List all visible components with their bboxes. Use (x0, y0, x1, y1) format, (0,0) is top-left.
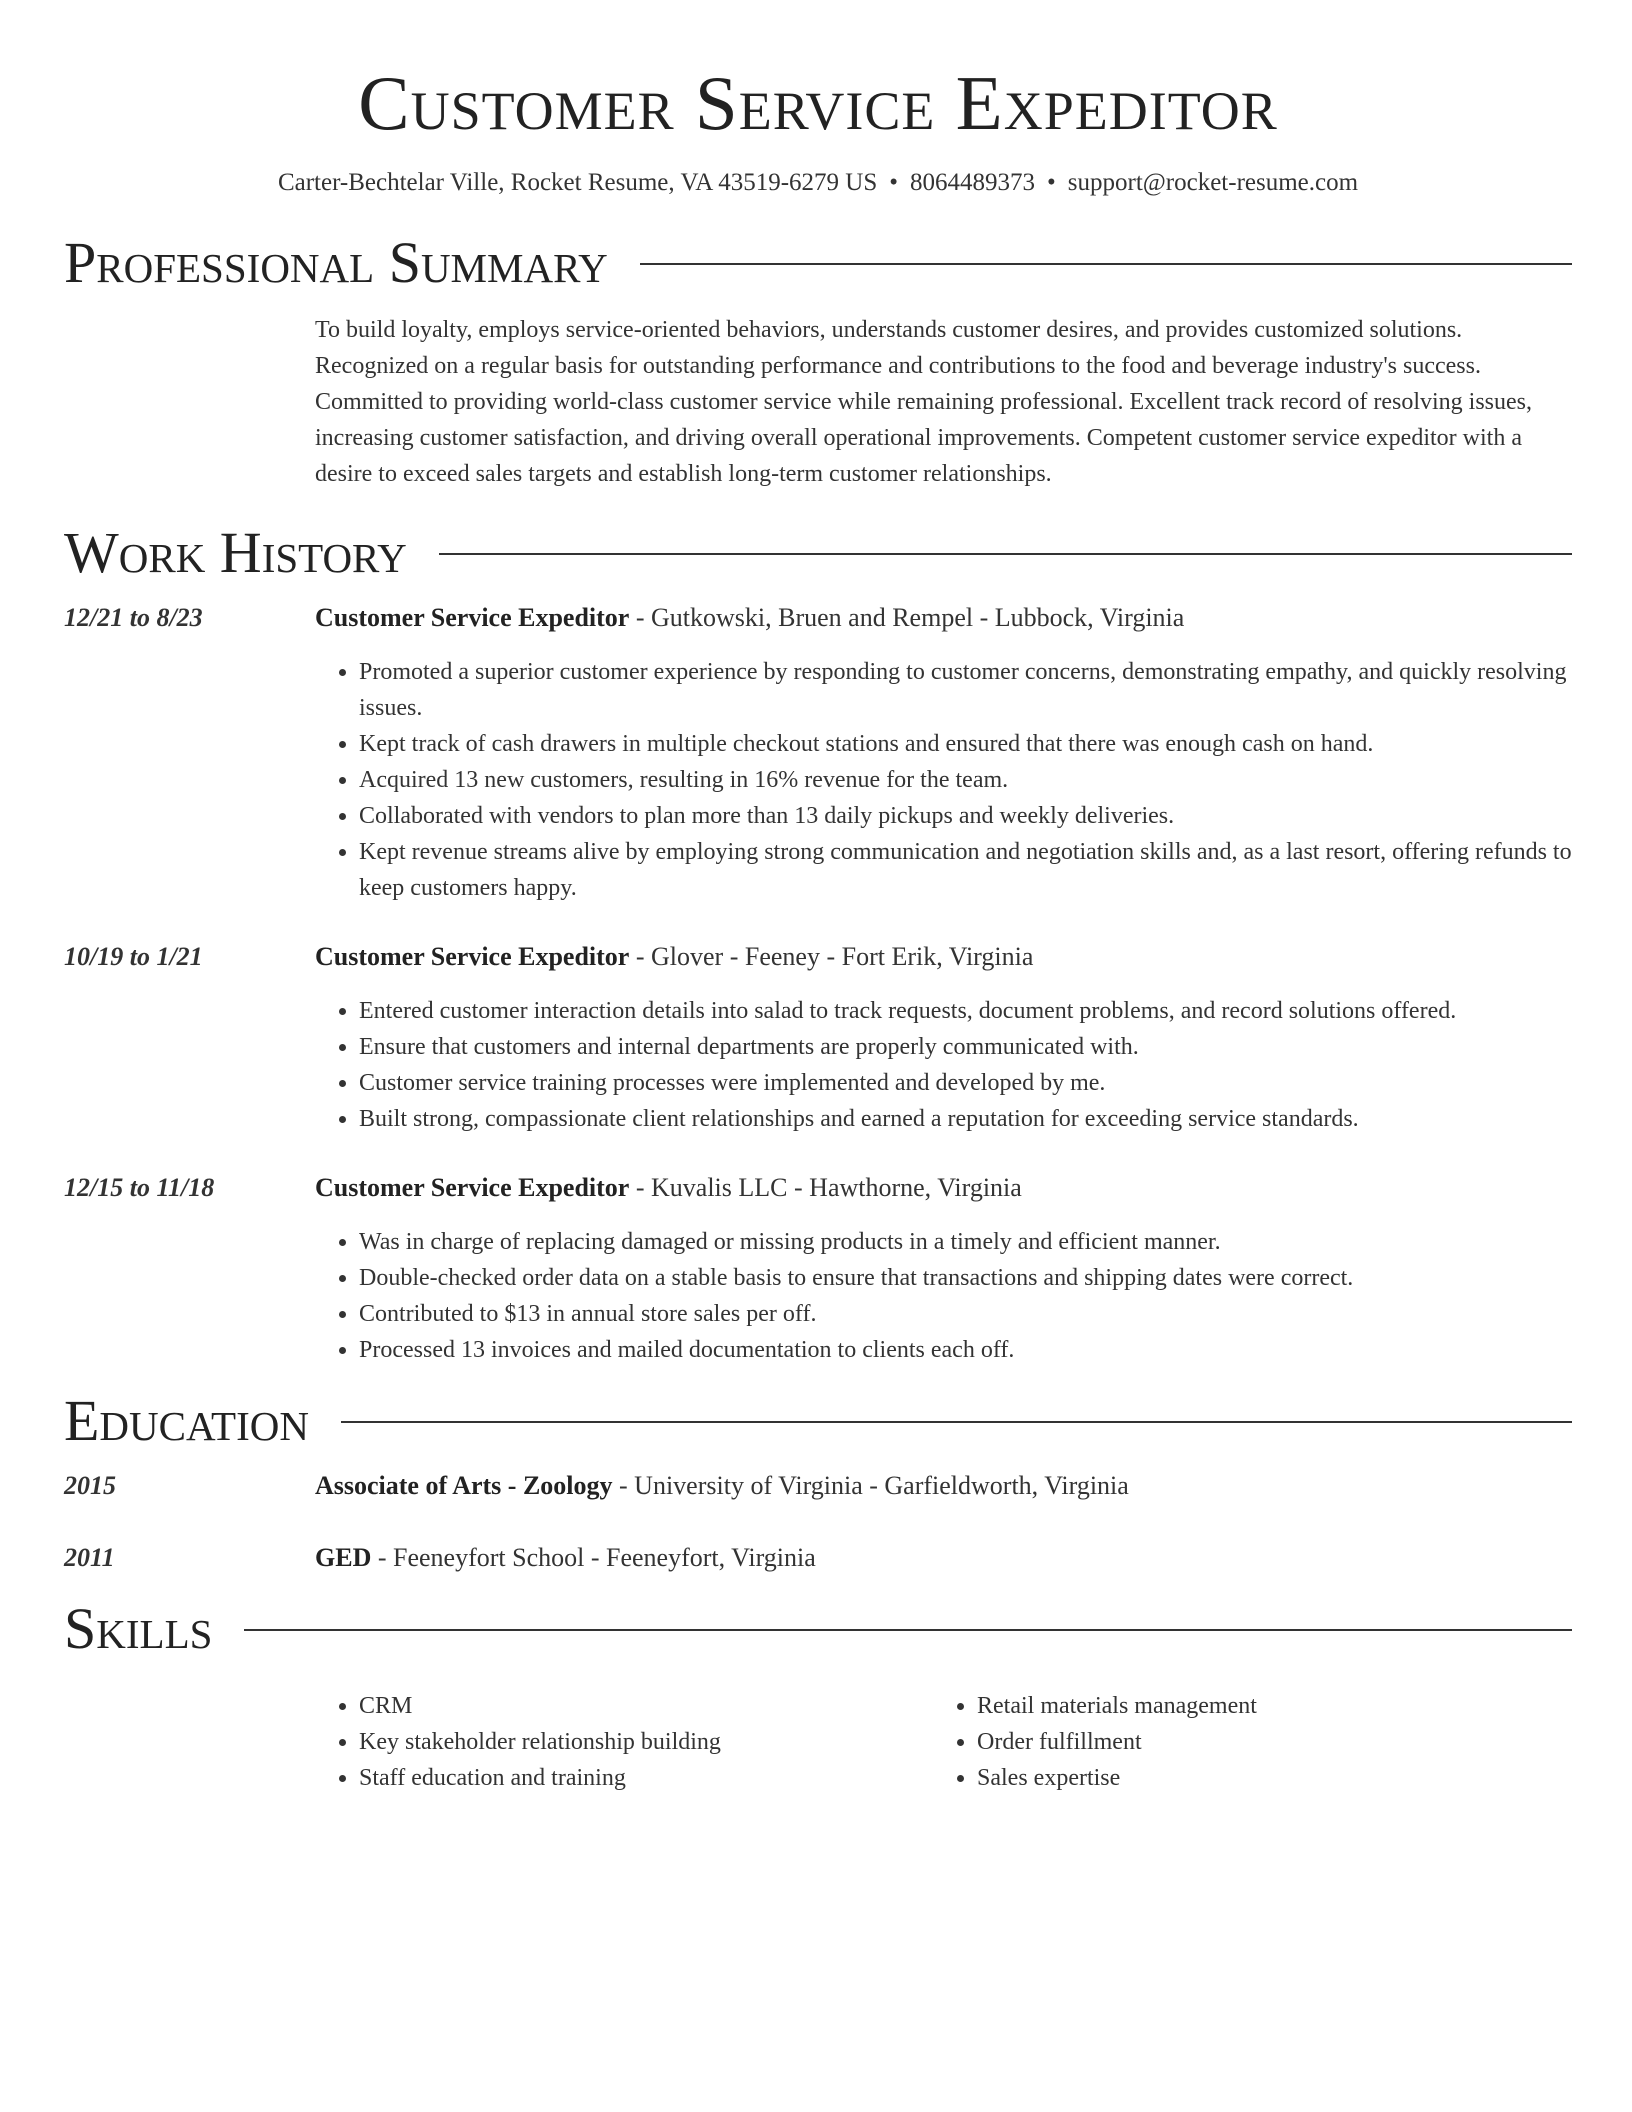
skills-heading: Skills (64, 1596, 213, 1661)
education-body (315, 1468, 1572, 1504)
job-title: Customer Service Expeditor (315, 942, 630, 971)
job-body (315, 600, 1572, 906)
job-title: Customer Service Expeditor (315, 603, 630, 632)
work-heading: Work History (64, 520, 407, 585)
list-item: • Entered customer interaction details into salad to track requests, document problems, and record solutions offered. (359, 993, 1572, 1029)
job-dates: 12/15 to 11/18 (64, 1173, 215, 1202)
skill-item: • Key stakeholder relationship building (359, 1724, 933, 1760)
education-degree: GED (315, 1543, 372, 1572)
skills-column-right (933, 1688, 1551, 1796)
skills-section-header (64, 1596, 1572, 1662)
education-line (315, 1540, 1572, 1576)
job-employer: - Kuvalis LLC - Hawthorne, Virginia (629, 1173, 1022, 1202)
education-section-header (64, 1388, 1572, 1454)
contact-address: Carter-Bechtelar Ville, Rocket Resume, VA 43519-6279 US (277, 169, 878, 196)
summary-text: To build loyalty, employs service-oriented behaviors, understands customer desires, and provides customized solutions. Recognized on a regular basis for outstanding performance and contributions to the food and beverage industry's success. Committed to providing world-class customer service while remaining professional. Excellent track record of resolving issues, increasing customer satisfaction, and driving overall operational improvements. Competent customer service expeditor with a desire to exceed sales targets and establish long-term customer relationships. (315, 317, 1533, 487)
education-body (315, 1540, 1572, 1576)
job-title-line (315, 939, 1572, 975)
list-item: • Acquired 13 new customers, resulting in 16% revenue for the team. (359, 762, 1572, 798)
skill-item: • Staff education and training (359, 1760, 933, 1796)
job-body (315, 1170, 1572, 1368)
resume-page (64, 0, 1572, 1796)
section-divider (244, 1629, 1572, 1631)
education-degree: Associate of Arts - Zoology (315, 1471, 613, 1500)
work-section-header (64, 520, 1572, 586)
list-item: • Promoted a superior customer experience by responding to customer concerns, demonstrating empathy, and quickly resolving issues. (359, 654, 1572, 726)
job-dates: 12/21 to 8/23 (64, 603, 203, 632)
list-item: • Processed 13 invoices and mailed documentation to clients each off. (359, 1332, 1572, 1368)
contact-phone: 8064489373 (910, 169, 1035, 196)
list-item: • Was in charge of replacing damaged or missing products in a timely and efficient manner. (359, 1224, 1572, 1260)
list-item: • Kept revenue streams alive by employing strong communication and negotiation skills and, as a last resort, offering refunds to keep customers happy. (359, 834, 1572, 906)
candidate-name: Customer Service Expeditor (358, 60, 1278, 146)
job-bullets (315, 654, 1572, 906)
job-dates: 10/19 to 1/21 (64, 942, 203, 971)
section-divider (341, 1421, 1572, 1423)
contact-separator: • (1047, 169, 1056, 196)
skills-column-left (315, 1688, 933, 1796)
summary-heading: Professional Summary (64, 230, 608, 295)
skill-item: • Order fulfillment (977, 1724, 1551, 1760)
section-divider (439, 553, 1572, 555)
list-item: • Contributed to $13 in annual store sales per off. (359, 1296, 1572, 1332)
education-line (315, 1468, 1572, 1504)
summary-section-header (64, 230, 1572, 296)
skill-item: • Retail materials management (977, 1688, 1551, 1724)
job-title: Customer Service Expeditor (315, 1173, 630, 1202)
education-entry (64, 1468, 1572, 1504)
job-body (315, 939, 1572, 1137)
list-item: • Built strong, compassionate client relationships and earned a reputation for exceeding service standards. (359, 1101, 1572, 1137)
job-employer: - Gutkowski, Bruen and Rempel - Lubbock, Virginia (629, 603, 1185, 632)
education-year: 2011 (64, 1543, 115, 1572)
list-item: • Customer service training processes were implemented and developed by me. (359, 1065, 1572, 1101)
education-year: 2015 (64, 1471, 116, 1500)
education-school: - University of Virginia - Garfieldworth, Virginia (612, 1471, 1129, 1500)
education-school: - Feeneyfort School - Feeneyfort, Virginia (371, 1543, 816, 1572)
job-entry (64, 600, 1572, 906)
job-bullets (315, 993, 1572, 1137)
job-bullets (315, 1224, 1572, 1368)
job-employer: - Glover - Feeney - Fort Erik, Virginia (629, 942, 1034, 971)
education-heading: Education (64, 1388, 309, 1453)
job-entry (64, 939, 1572, 1137)
list-item: • Ensure that customers and internal departments are properly communicated with. (359, 1029, 1572, 1065)
list-item: • Double-checked order data on a stable basis to ensure that transactions and shipping dates were correct. (359, 1260, 1572, 1296)
skill-item: • Sales expertise (977, 1760, 1551, 1796)
contact-email: support@rocket-resume.com (1067, 169, 1359, 196)
skill-item: • CRM (359, 1688, 933, 1724)
contact-line (64, 168, 1572, 198)
contact-separator: • (889, 169, 898, 196)
skills-grid (315, 1688, 1572, 1796)
list-item: • Kept track of cash drawers in multiple checkout stations and ensured that there was enough cash on hand. (359, 726, 1572, 762)
list-item: • Collaborated with vendors to plan more than 13 daily pickups and weekly deliveries. (359, 798, 1572, 834)
job-entry (64, 1170, 1572, 1368)
job-title-line (315, 600, 1572, 636)
education-entry (64, 1540, 1572, 1576)
section-divider (640, 263, 1572, 265)
job-title-line (315, 1170, 1572, 1206)
